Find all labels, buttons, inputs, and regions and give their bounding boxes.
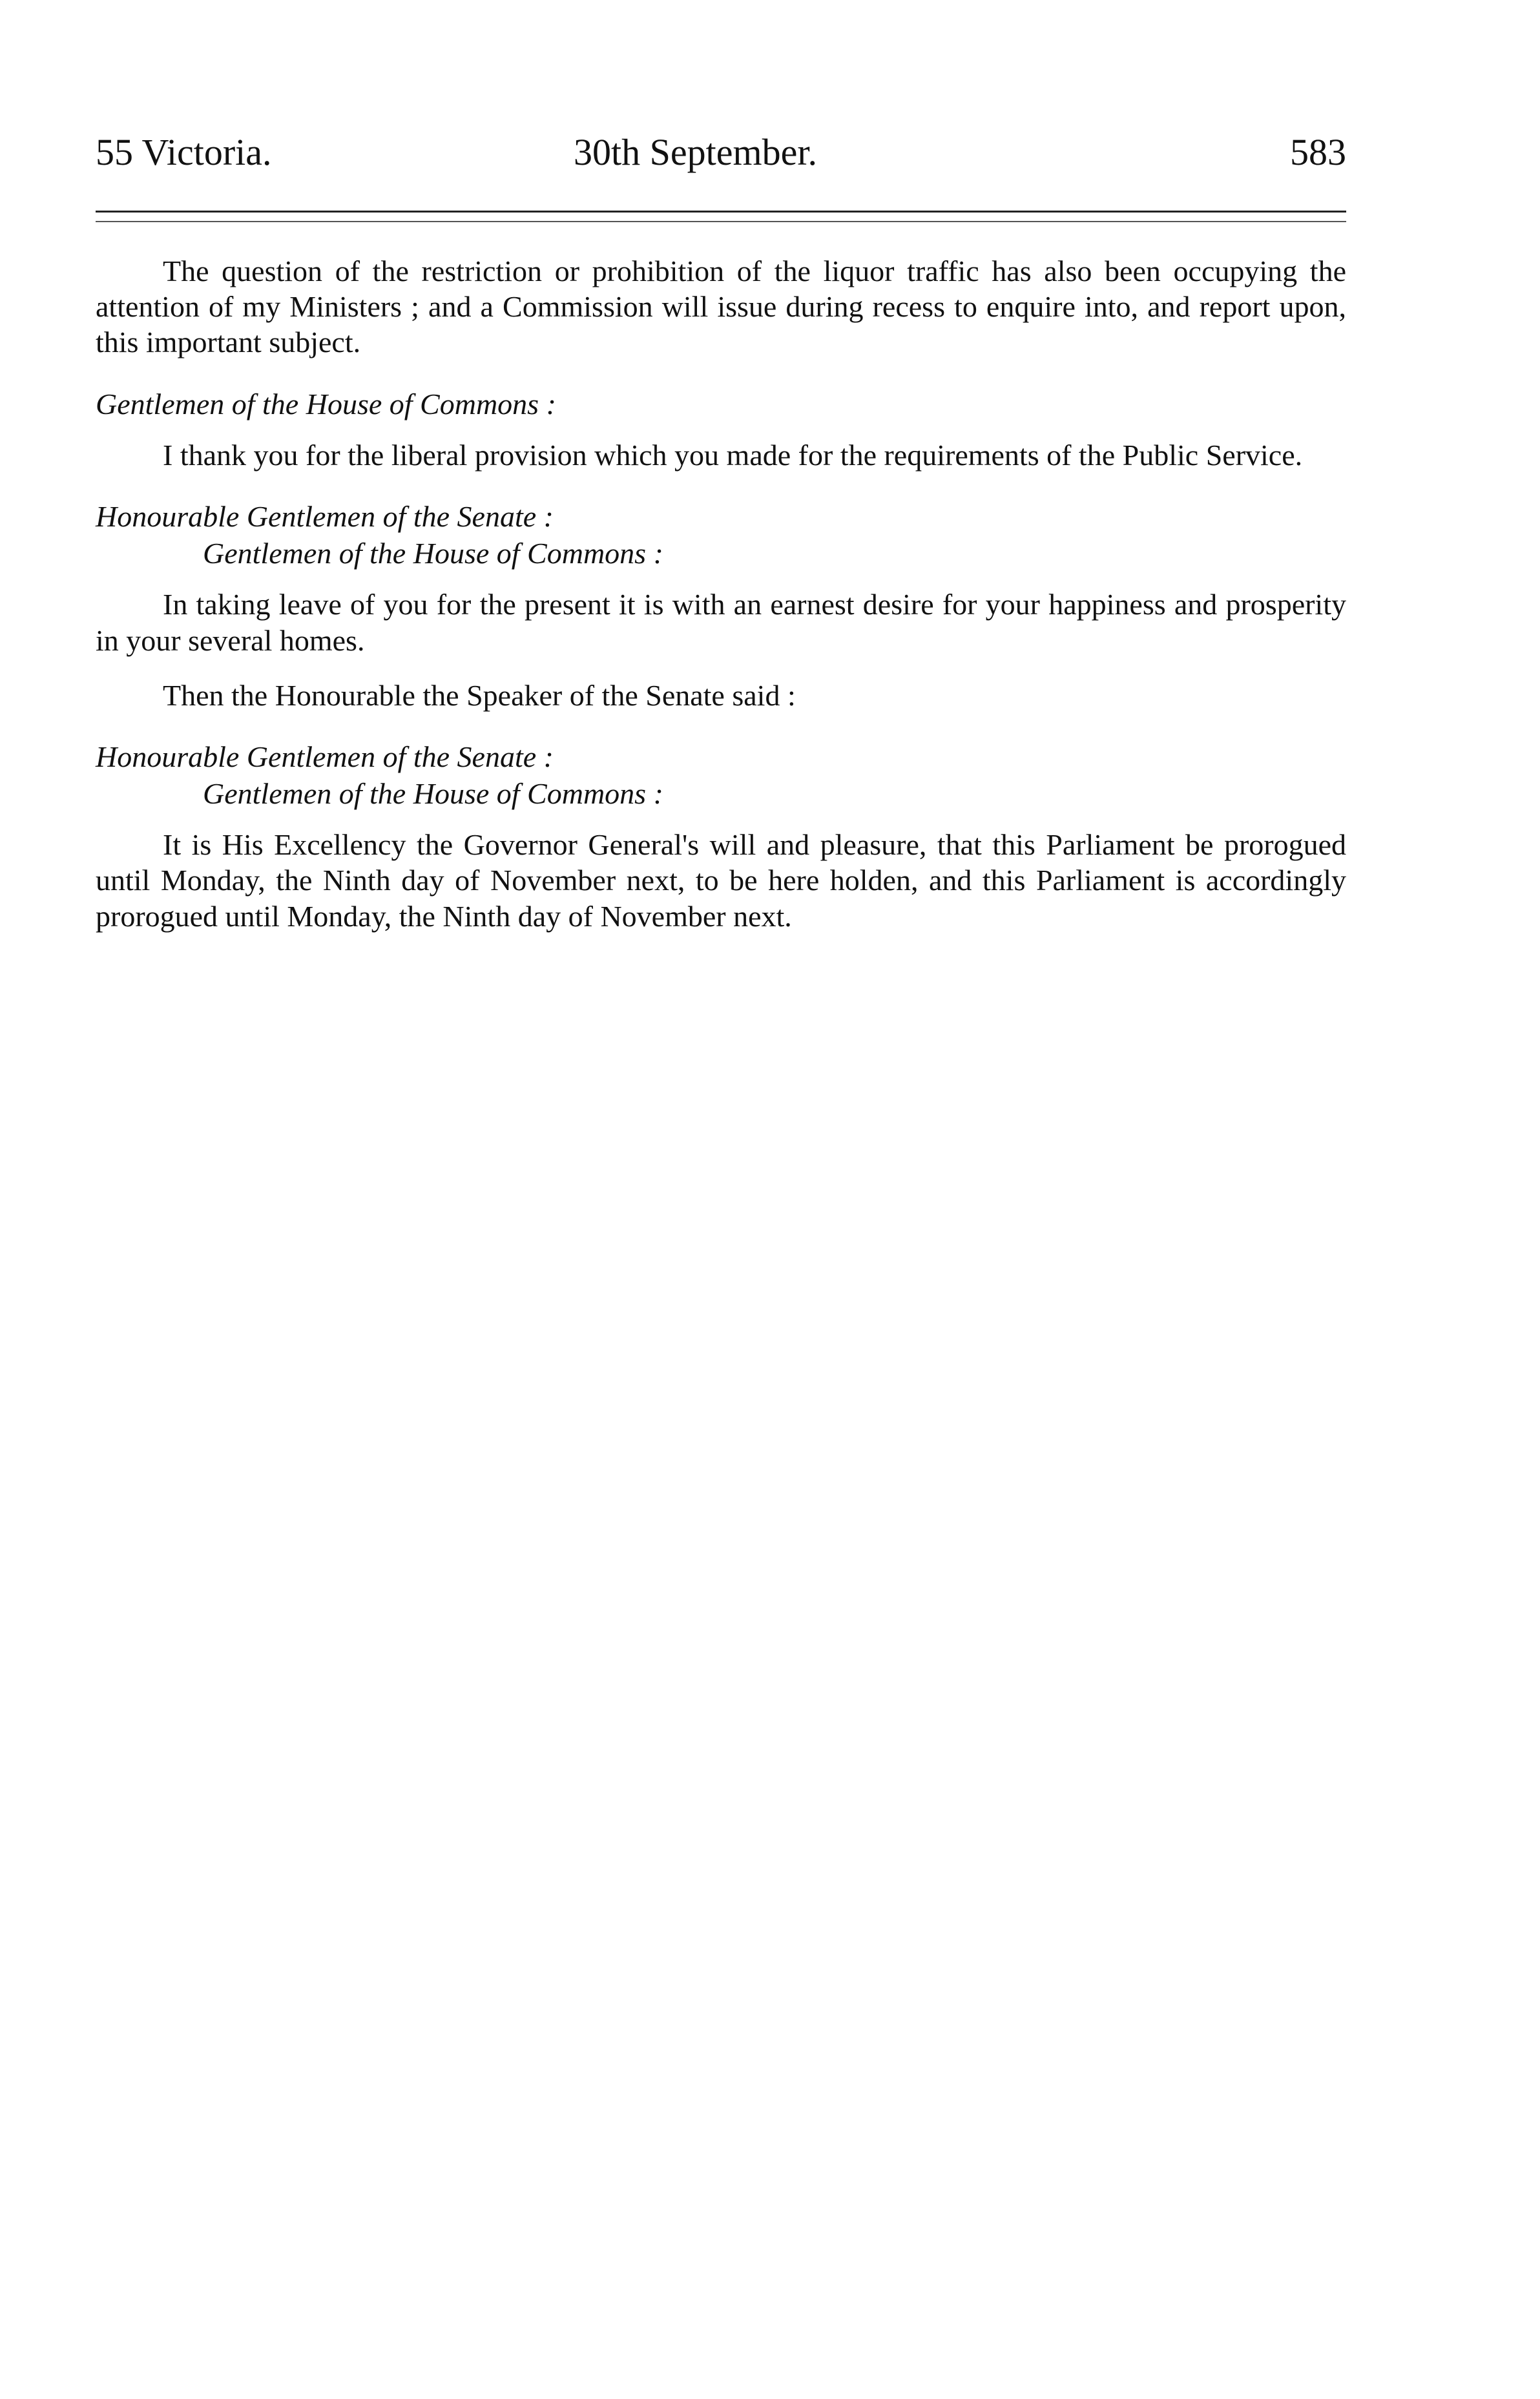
page-number: 583: [1290, 131, 1346, 173]
header-rule-top: [96, 211, 1346, 213]
header-date: 30th September.: [574, 131, 817, 173]
paragraph-liquor-traffic: The question of the restriction or prohibition of the liquor traffic has also been occupying the attention of my Ministers ; and a Commission will issue during recess to enquire into, and report upon, this important subject.: [96, 254, 1346, 359]
address-senate: Honourable Gentlemen of the Senate :: [96, 740, 554, 773]
paragraph-speaker: Then the Honourable the Speaker of the Senate said :: [163, 678, 796, 712]
paragraph-prorogation: It is His Excellency the Governor General's will and pleasure, that this Parliament be prorogued until Monday, the Ninth day of November next, to be here holden, and this Parliament is accordingly prorogued until Monday, the Ninth day of November next.: [96, 828, 1346, 933]
paragraph-leave: In taking leave of you for the present it is with an earnest desire for your happiness and prosperity in your several homes.: [96, 588, 1346, 657]
address-commons: Gentlemen of the House of Commons :: [203, 537, 663, 570]
speech-body: [96, 253, 1346, 934]
address-commons: Gentlemen of the House of Commons :: [203, 777, 663, 811]
running-header: [96, 127, 1346, 178]
address-commons: Gentlemen of the House of Commons :: [96, 387, 556, 421]
header-regnal-year: 55 Victoria.: [96, 131, 272, 173]
address-senate: Honourable Gentlemen of the Senate :: [96, 499, 554, 533]
header-rule-bottom: [96, 221, 1346, 222]
paragraph-thanks: I thank you for the liberal provision which you made for the requirements of the Public Service.: [163, 438, 1303, 472]
